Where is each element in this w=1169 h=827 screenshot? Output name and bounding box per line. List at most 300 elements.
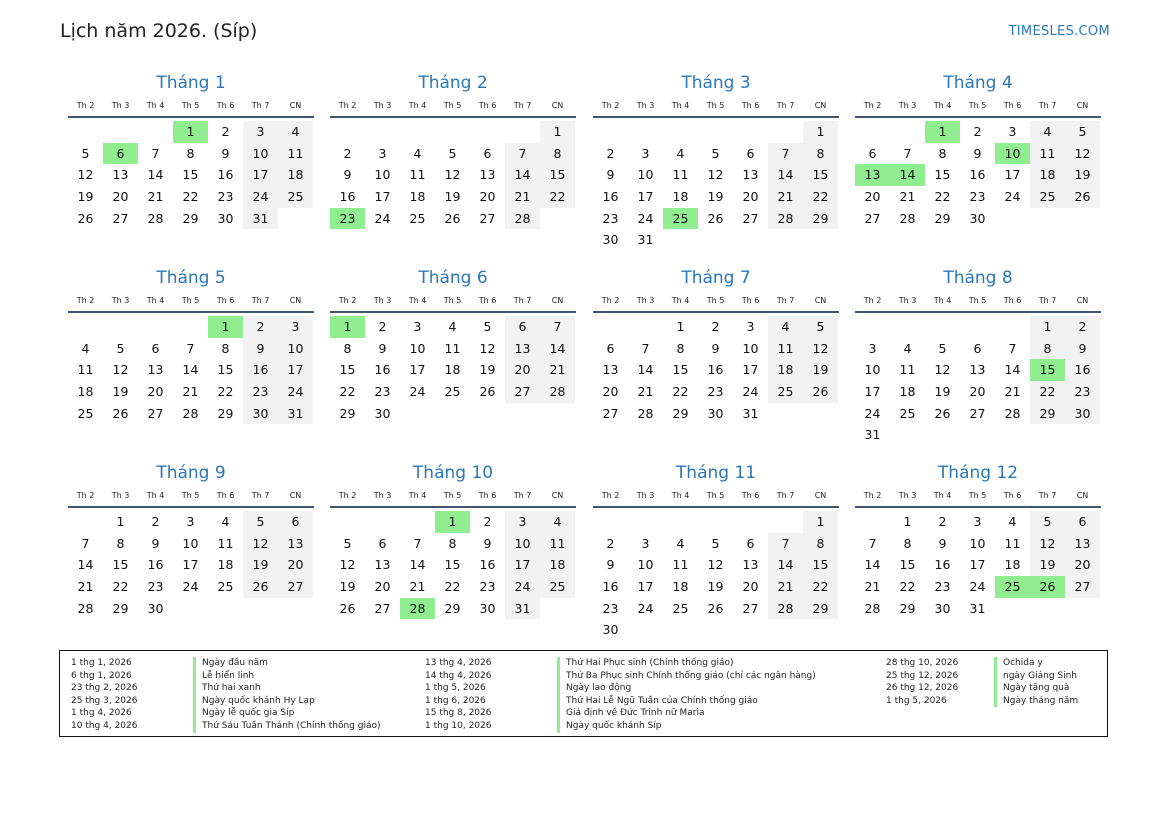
- day-cell: 18: [672, 579, 689, 595]
- day-cell: 3: [186, 514, 195, 529]
- weekday-label: Th 2: [338, 296, 357, 305]
- day-cell: 10: [864, 362, 881, 378]
- day-cell: 20: [147, 384, 164, 400]
- day-cell: 20: [742, 579, 759, 595]
- day-cell: 31: [278, 403, 313, 425]
- day-cell: 18: [672, 189, 689, 205]
- day-cell: 16: [602, 189, 619, 205]
- month-title: Tháng 12: [937, 463, 1019, 483]
- weekday-label: Th 2: [863, 491, 882, 500]
- day-cell: 10: [637, 557, 654, 573]
- holiday-name: Thứ Sáu Tuần Thánh (Chính thống giáo): [193, 720, 381, 733]
- day-cell: 22: [1030, 381, 1065, 403]
- day-cell: 6: [973, 340, 982, 356]
- empty-cell: [628, 121, 663, 143]
- day-cell: 4: [676, 535, 685, 551]
- day-cell: 26: [339, 600, 356, 616]
- legend-item: [71, 720, 381, 733]
- day-cell: 22: [112, 579, 129, 595]
- day-cell: 1: [676, 319, 685, 334]
- day-cell: 12: [112, 362, 129, 378]
- day-cell: 6: [606, 340, 615, 356]
- day-grid: [330, 511, 576, 619]
- day-cell: 26: [707, 210, 724, 226]
- day-cell: 23: [602, 210, 619, 226]
- day-cell: 5: [711, 535, 720, 551]
- day-grid: [330, 316, 576, 424]
- weekday-label: Th 7: [513, 491, 532, 500]
- month-title: Tháng 4: [943, 73, 1013, 93]
- holiday-date: 14 thg 4, 2026: [425, 670, 492, 681]
- weekday-label: Th 3: [373, 296, 392, 305]
- weekday-label: Th 7: [513, 101, 532, 110]
- day-cell: 24: [969, 579, 986, 595]
- day-cell: 19: [707, 579, 724, 595]
- empty-cell: [593, 316, 628, 338]
- day-cell: 18: [768, 359, 803, 381]
- day-cell: 27: [374, 600, 391, 616]
- weekday-label: Th 4: [408, 101, 427, 110]
- day-cell: 19: [1030, 554, 1065, 576]
- day-cell: 3: [641, 535, 650, 551]
- weekday-label: CN: [1076, 491, 1089, 500]
- weekday-label: Th 2: [601, 101, 620, 110]
- day-cell: 14: [505, 164, 540, 186]
- weekday-label: Th 6: [741, 491, 760, 500]
- weekday-label: Th 6: [1003, 296, 1022, 305]
- day-cell: 30: [374, 405, 391, 421]
- day-cell: 30: [934, 600, 951, 616]
- day-cell: 3: [413, 319, 422, 334]
- weekday-label: Th 5: [706, 101, 725, 110]
- day-cell: 15: [803, 164, 838, 186]
- day-cell: 20: [742, 189, 759, 205]
- weekday-label: Th 3: [111, 101, 130, 110]
- day-cell: 15: [934, 167, 951, 183]
- holiday-date: 28 thg 10, 2026: [886, 658, 959, 668]
- day-cell: 9: [973, 145, 982, 161]
- day-cell: 13: [742, 557, 759, 573]
- weekday-label: CN: [814, 101, 827, 110]
- legend-item: [71, 695, 381, 708]
- legend-item: [886, 670, 1078, 683]
- day-grid: [330, 121, 576, 229]
- day-cell: 27: [602, 405, 619, 421]
- weekday-label: Th 7: [776, 491, 795, 500]
- day-cell: 27: [505, 381, 540, 403]
- day-cell: 16: [479, 557, 496, 573]
- weekday-label: Th 6: [1003, 491, 1022, 500]
- weekday-label: Th 7: [513, 296, 532, 305]
- day-cell: 19: [77, 189, 94, 205]
- empty-cell: [400, 511, 435, 533]
- day-cell: 7: [868, 535, 877, 551]
- empty-cell: [663, 121, 698, 143]
- holiday-day-cell: 10: [995, 143, 1030, 165]
- empty-cell: [995, 316, 1030, 338]
- day-cell: 24: [278, 381, 313, 403]
- empty-cell: [435, 121, 470, 143]
- holiday-day-cell: 28: [400, 598, 435, 620]
- day-cell: 18: [77, 384, 94, 400]
- day-cell: 3: [641, 145, 650, 161]
- day-cell: 20: [479, 189, 496, 205]
- day-cell: 26: [934, 405, 951, 421]
- weekday-header: [855, 486, 1101, 508]
- day-cell: 15: [217, 362, 234, 378]
- day-cell: 6: [868, 145, 877, 161]
- day-cell: 12: [707, 167, 724, 183]
- holiday-date: 10 thg 4, 2026: [71, 720, 138, 731]
- day-cell: 16: [243, 359, 278, 381]
- day-cell: 19: [112, 384, 129, 400]
- empty-cell: [138, 121, 173, 143]
- weekday-label: Th 5: [181, 101, 200, 110]
- weekday-label: Th 7: [1038, 101, 1057, 110]
- empty-cell: [68, 121, 103, 143]
- day-cell: 31: [864, 427, 881, 443]
- day-cell: 7: [768, 533, 803, 555]
- day-cell: 29: [1030, 403, 1065, 425]
- weekday-label: Th 3: [636, 491, 655, 500]
- legend-item: [886, 657, 1078, 670]
- weekday-label: Th 5: [968, 101, 987, 110]
- day-cell: 4: [413, 145, 422, 161]
- day-cell: 11: [77, 362, 94, 378]
- empty-cell: [733, 121, 768, 143]
- month-title: Tháng 5: [156, 268, 226, 288]
- day-cell: 4: [540, 511, 575, 533]
- day-cell: 13: [374, 557, 391, 573]
- weekday-label: CN: [551, 491, 564, 500]
- weekday-label: Th 5: [968, 491, 987, 500]
- day-cell: 9: [606, 167, 615, 183]
- weekday-label: Th 7: [251, 296, 270, 305]
- day-cell: 4: [1030, 121, 1065, 143]
- day-cell: 2: [973, 124, 982, 139]
- day-cell: 10: [969, 535, 986, 551]
- day-cell: 1: [1030, 316, 1065, 338]
- holiday-name: Thứ hai xanh: [193, 682, 261, 695]
- day-cell: 27: [112, 210, 129, 226]
- day-cell: 9: [711, 340, 720, 356]
- day-cell: 12: [1065, 143, 1100, 165]
- holiday-day-cell: 23: [330, 208, 365, 230]
- day-grid: [855, 511, 1101, 619]
- empty-cell: [925, 316, 960, 338]
- day-cell: 2: [221, 124, 230, 139]
- day-cell: 20: [112, 189, 129, 205]
- day-cell: 13: [147, 362, 164, 378]
- day-cell: 28: [540, 381, 575, 403]
- day-cell: 27: [864, 210, 881, 226]
- day-cell: 27: [147, 405, 164, 421]
- weekday-label: Th 6: [216, 101, 235, 110]
- day-cell: 15: [444, 557, 461, 573]
- empty-cell: [663, 511, 698, 533]
- holiday-date: 15 thg 8, 2026: [425, 708, 492, 719]
- day-cell: 30: [147, 600, 164, 616]
- day-grid: [68, 511, 314, 619]
- day-cell: 24: [409, 384, 426, 400]
- holiday-name: Ngày quốc khánh Síp: [557, 720, 662, 733]
- day-cell: 17: [637, 189, 654, 205]
- day-cell: 20: [278, 554, 313, 576]
- day-cell: 26: [444, 210, 461, 226]
- day-cell: 12: [444, 167, 461, 183]
- weekday-label: Th 3: [373, 491, 392, 500]
- day-cell: 31: [243, 208, 278, 230]
- day-cell: 5: [243, 511, 278, 533]
- month-calendar: [68, 267, 314, 424]
- empty-cell: [173, 316, 208, 338]
- weekday-label: Th 3: [898, 491, 917, 500]
- legend-item: [71, 707, 381, 720]
- day-cell: 13: [1065, 533, 1100, 555]
- day-cell: 30: [1065, 403, 1100, 425]
- month-title: Tháng 11: [675, 463, 757, 483]
- month-calendar: [855, 462, 1101, 619]
- empty-cell: [628, 316, 663, 338]
- day-cell: 24: [742, 384, 759, 400]
- day-cell: 18: [278, 164, 313, 186]
- month-calendar: [330, 267, 576, 424]
- day-cell: 3: [1008, 124, 1017, 139]
- day-cell: 22: [540, 186, 575, 208]
- month-title: Tháng 9: [156, 463, 226, 483]
- day-cell: 16: [147, 557, 164, 573]
- empty-cell: [505, 121, 540, 143]
- weekday-label: Th 6: [741, 296, 760, 305]
- weekday-label: Th 2: [601, 296, 620, 305]
- day-cell: 17: [864, 384, 881, 400]
- day-cell: 9: [606, 557, 615, 573]
- weekday-header: [330, 486, 576, 508]
- day-cell: 17: [1004, 167, 1021, 183]
- day-cell: 17: [409, 362, 426, 378]
- day-cell: 12: [934, 362, 951, 378]
- legend-item: [71, 682, 381, 695]
- day-cell: 5: [938, 340, 947, 356]
- legend-item: [425, 707, 816, 720]
- day-cell: 11: [768, 338, 803, 360]
- day-cell: 9: [243, 338, 278, 360]
- month-calendar: [68, 462, 314, 619]
- day-cell: 21: [864, 579, 881, 595]
- day-cell: 3: [746, 319, 755, 334]
- day-cell: 9: [483, 535, 492, 551]
- holiday-date: 1 thg 4, 2026: [71, 708, 132, 719]
- day-cell: 25: [899, 405, 916, 421]
- day-cell: 12: [339, 557, 356, 573]
- day-cell: 19: [934, 384, 951, 400]
- day-cell: 26: [1065, 186, 1100, 208]
- empty-cell: [855, 316, 890, 338]
- day-cell: 10: [374, 167, 391, 183]
- day-cell: 11: [217, 535, 234, 551]
- weekday-label: Th 4: [146, 101, 165, 110]
- day-cell: 29: [112, 600, 129, 616]
- day-cell: 23: [934, 579, 951, 595]
- day-cell: 23: [1065, 381, 1100, 403]
- day-cell: 19: [243, 554, 278, 576]
- day-cell: 3: [378, 145, 387, 161]
- day-cell: 9: [378, 340, 387, 356]
- day-cell: 27: [479, 210, 496, 226]
- day-cell: 7: [81, 535, 90, 551]
- empty-cell: [330, 511, 365, 533]
- weekday-label: Th 2: [601, 491, 620, 500]
- empty-cell: [890, 316, 925, 338]
- weekday-label: Th 2: [863, 101, 882, 110]
- day-cell: 7: [1008, 340, 1017, 356]
- empty-cell: [330, 121, 365, 143]
- empty-cell: [628, 511, 663, 533]
- day-cell: 15: [803, 554, 838, 576]
- day-cell: 13: [112, 167, 129, 183]
- holiday-date: 23 thg 2, 2026: [71, 683, 138, 694]
- holiday-date: 25 thg 3, 2026: [71, 695, 138, 706]
- day-cell: 11: [409, 167, 426, 183]
- weekday-label: Th 4: [408, 296, 427, 305]
- day-cell: 21: [540, 359, 575, 381]
- day-cell: 16: [339, 189, 356, 205]
- day-cell: 6: [746, 145, 755, 161]
- weekday-label: Th 3: [898, 101, 917, 110]
- day-cell: 21: [899, 189, 916, 205]
- holiday-name: Thứ Ba Phục sinh Chính thống giáo (chỉ các ngân hàng): [557, 670, 816, 683]
- weekday-label: Th 5: [968, 296, 987, 305]
- day-cell: 16: [217, 167, 234, 183]
- month-title: Tháng 8: [943, 268, 1013, 288]
- day-cell: 19: [803, 359, 838, 381]
- day-cell: 20: [505, 359, 540, 381]
- holiday-date: 1 thg 6, 2026: [425, 695, 486, 706]
- day-cell: 12: [243, 533, 278, 555]
- day-cell: 8: [343, 340, 352, 356]
- day-cell: 29: [339, 405, 356, 421]
- day-cell: 24: [1004, 189, 1021, 205]
- holiday-name: ngày Giáng Sinh: [994, 670, 1077, 683]
- day-cell: 8: [903, 535, 912, 551]
- empty-cell: [698, 121, 733, 143]
- weekday-label: Th 4: [671, 296, 690, 305]
- weekday-label: Th 5: [443, 491, 462, 500]
- day-cell: 4: [903, 340, 912, 356]
- day-cell: 20: [1065, 554, 1100, 576]
- day-cell: 18: [1004, 557, 1021, 573]
- weekday-header: [593, 291, 839, 313]
- day-cell: 29: [672, 405, 689, 421]
- site-link[interactable]: TIMESLES.COM: [1008, 24, 1110, 39]
- day-cell: 18: [217, 557, 234, 573]
- legend-item: [425, 682, 816, 695]
- day-cell: 26: [77, 210, 94, 226]
- day-cell: 6: [378, 535, 387, 551]
- weekday-header: [68, 486, 314, 508]
- weekday-label: CN: [289, 101, 302, 110]
- day-cell: 24: [637, 210, 654, 226]
- day-cell: 22: [934, 189, 951, 205]
- day-cell: 23: [707, 384, 724, 400]
- day-cell: 6: [278, 511, 313, 533]
- weekday-label: Th 6: [216, 296, 235, 305]
- day-cell: 12: [1030, 533, 1065, 555]
- day-cell: 13: [742, 167, 759, 183]
- weekday-label: Th 5: [181, 491, 200, 500]
- day-cell: 16: [969, 167, 986, 183]
- month-title: Tháng 7: [681, 268, 751, 288]
- day-cell: 14: [864, 557, 881, 573]
- day-cell: 7: [903, 145, 912, 161]
- day-cell: 23: [969, 189, 986, 205]
- day-cell: 18: [409, 189, 426, 205]
- day-cell: 2: [606, 535, 615, 551]
- day-cell: 7: [186, 340, 195, 356]
- weekday-label: Th 7: [776, 296, 795, 305]
- day-cell: 27: [969, 405, 986, 421]
- day-cell: 26: [479, 384, 496, 400]
- day-cell: 4: [81, 340, 90, 356]
- day-cell: 8: [186, 145, 195, 161]
- day-cell: 23: [217, 189, 234, 205]
- empty-cell: [890, 121, 925, 143]
- day-cell: 27: [1065, 576, 1100, 598]
- day-cell: 4: [676, 145, 685, 161]
- day-cell: 12: [479, 340, 496, 356]
- day-cell: 25: [1030, 186, 1065, 208]
- weekday-header: [330, 96, 576, 118]
- page-title: Lịch năm 2026. (Síp): [60, 20, 258, 42]
- day-cell: 9: [221, 145, 230, 161]
- day-cell: 16: [602, 579, 619, 595]
- day-cell: 8: [540, 143, 575, 165]
- day-cell: 30: [602, 232, 619, 248]
- weekday-label: Th 6: [741, 101, 760, 110]
- weekday-label: CN: [551, 296, 564, 305]
- holiday-day-cell: 14: [890, 164, 925, 186]
- day-cell: 29: [182, 210, 199, 226]
- weekday-label: Th 6: [478, 296, 497, 305]
- day-cell: 11: [1030, 143, 1065, 165]
- day-cell: 24: [374, 210, 391, 226]
- weekday-label: Th 4: [933, 296, 952, 305]
- day-cell: 6: [151, 340, 160, 356]
- day-cell: 28: [505, 208, 540, 230]
- day-cell: 1: [116, 514, 125, 529]
- holiday-day-cell: 1: [435, 511, 470, 533]
- day-cell: 20: [864, 189, 881, 205]
- holiday-name: Ngày tháng năm: [994, 695, 1078, 708]
- empty-cell: [960, 316, 995, 338]
- day-cell: 15: [899, 557, 916, 573]
- weekday-label: Th 5: [706, 491, 725, 500]
- day-cell: 28: [147, 210, 164, 226]
- day-cell: 28: [637, 405, 654, 421]
- day-cell: 29: [803, 208, 838, 230]
- day-cell: 14: [1004, 362, 1021, 378]
- day-cell: 21: [182, 384, 199, 400]
- legend-item: [886, 682, 1078, 695]
- day-cell: 16: [1065, 359, 1100, 381]
- holiday-name: Ngày lễ quốc gia Síp: [193, 707, 294, 720]
- weekday-label: Th 2: [76, 491, 95, 500]
- weekday-label: Th 6: [1003, 101, 1022, 110]
- day-cell: 29: [444, 600, 461, 616]
- month-calendar: [855, 72, 1101, 229]
- day-cell: 5: [803, 316, 838, 338]
- day-cell: 28: [77, 600, 94, 616]
